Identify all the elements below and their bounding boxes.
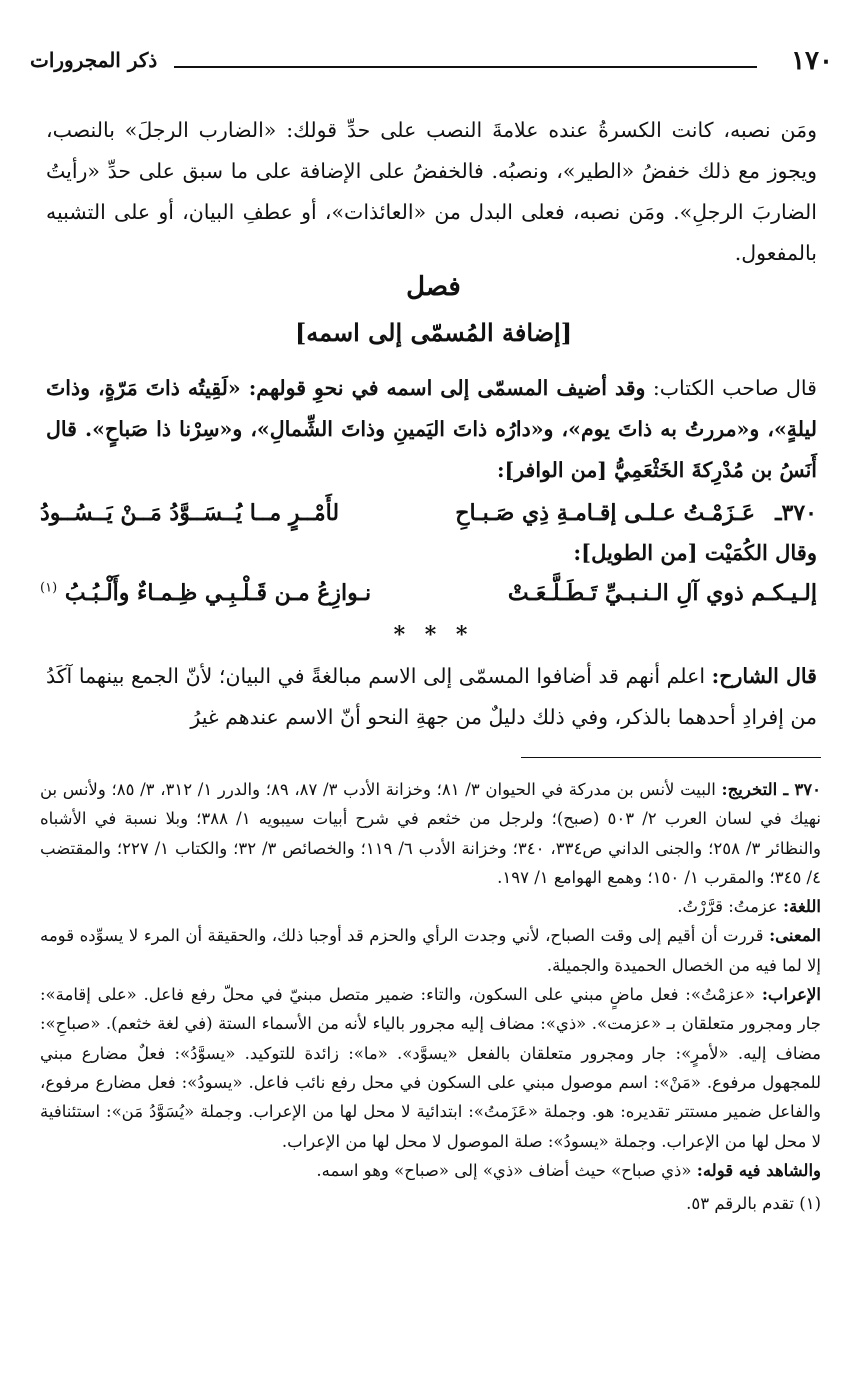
footnote-separator xyxy=(521,757,821,758)
section-heading: فصل xyxy=(406,272,461,302)
paragraph-2 xyxy=(46,368,817,491)
note-shahid-text: «ذي صباح» حيث أضاف «ذي» إلى «صباح» وهو اسمه. xyxy=(316,1160,692,1180)
footnote-marker: (١) xyxy=(40,580,58,596)
author-label: قال صاحب الكتاب: xyxy=(652,376,817,400)
note-irab-label: الإعراب: xyxy=(761,985,821,1005)
section-subheading: [إضافة المُسمّى إلى اسمه] xyxy=(294,318,573,347)
commentator-label: قال الشارح: xyxy=(711,664,817,688)
note-maana-text: قررت أن أقيم إلى وقت الصباح، لأني وجدت الرأي والحزم قد أوجبا ذلك، والحقيقة أن المرء لا يسوِّده قومه إلا لما فيه من الخصال الحميدة والجميلة. xyxy=(40,926,821,975)
note-irab xyxy=(40,980,821,1156)
verse-hemistich-2 xyxy=(40,580,371,606)
verse-kumayt xyxy=(40,580,817,620)
verse-hemistich-1: إلـيـكـم ذوي آلِ الـنـبـيِّ تَـطَـلَّـعَـتْ xyxy=(507,580,817,606)
verse-hemistich-1: عَـزَمْـتُ عـلـى إقـامـةِ ذِي صَـبـاحِ xyxy=(455,500,755,526)
paragraph-3 xyxy=(46,656,817,738)
note-takhrij xyxy=(40,775,821,892)
commentator-text: اعلم أنهم قد أضافوا المسمّى إلى الاسم مبالغةً في البيان؛ لأنّ الجمع بينهما آكَدُ من إفرادِ أحدهما بالذكر، وفي ذلك دليلٌ من جهةِ النحو أنّ الاسم عندهم غيرُ xyxy=(46,664,817,729)
paragraph-1: ومَن نصبه، كانت الكسرةُ عنده علامةَ النصب على حدِّ قولك: «الضارب الرجلَ» بالنصب، ويجوز مع ذلك خفضُ «الطير»، ونصبُه. فالخفضُ على الإضافة على ما سبق على حدِّ «رأيتُ الضاربَ الرجلِ». ومَن نصبه، فعلى البدل من «العائذات»، أو عطفِ البيان، أو على التشبيه بالمفعول. xyxy=(46,118,817,265)
header-rule xyxy=(174,66,757,68)
note-irab-text: «عزمْتُ»: فعل ماضٍ مبني على السكون، والتاء: ضمير متصل مبنيّ في محلّ رفع فاعل. «على إقامة»: جار ومجرور متعلقان بـ «عزمت». «ذي»: مضاف إليه مجرور بالياء لأنه من الأسماء الستة (في لغة خثعم). «صباحِ»: مضاف إليه. «لأمرٍ»: جار ومجرور متعلقان بالفعل «يسوَّد». «ما»: زائدة للتوكيد. «يسوَّدُ»: فعلٌ مضارع مبني للمجهول مرفوع. «مَنْ»: اسم موصول مبني على السكون في محل رفع نائب فاعل. «يسودُ»: فعل مضارع مرفوع، والفاعل ضمير مستتر تقديره: هو. وجملة «عَزَمتُ»: ابتدائية لا محل لها من الإعراب. وجملة «يُسَوَّدُ مَن»: استئنافية لا محل لها من الإعراب. وجملة «يسودُ»: صلة الموصول لا محل لها من الإعراب. xyxy=(40,985,821,1151)
page-header xyxy=(24,42,841,82)
note-lugha-label: اللغة: xyxy=(783,897,821,917)
verse-hemistich-2: لأَمْــرٍ مــا يُــسَــوَّدُ مَــنْ يَــسُــودُ xyxy=(40,500,340,526)
note-takhrij-label: ٣٧٠ ـ التخريج: xyxy=(721,780,821,799)
footnote-1: (١) تقدم بالرقم ٥٣. xyxy=(686,1194,821,1214)
author-text: وقد أضيف المسمّى إلى اسمه في نحوِ قولهم: «لَقِيتُه ذاتَ مَرّةٍ، وذاتَ ليلةٍ»، و«مررتُ به ذاتَ يوم»، و«دارُه ذاتَ اليَمينِ وذاتَ الشِّمالِ»، و«سِرْنا ذا صَباحٍ». قال أَنَسُ بن مُدْرِكةَ الخَثْعَمِيُّ [من الوافر]: xyxy=(46,376,817,482)
note-lugha-text: عزمتُ: قرَّرْتُ. xyxy=(677,897,778,917)
note-takhrij-text: البيت لأنس بن مدركة في الحيوان ٣/ ٨١؛ وخزانة الأدب ٣/ ٨٧، ٨٩؛ والدرر ١/ ٣١٢، ٣/ ٨٥؛ ولأنس بن نهيك في لسان العرب ٢/ ٥٠٣ (صبح)؛ ولرجل من خثعم في شرح أبيات سيبويه ١/ ٣٨٨؛ وبلا نسبة في الأشباه والنظائر ٣/ ٢٥٨؛ والجنى الداني ص٣٣٤، ٣٤٠؛ وخزانة الأدب ٦/ ١١٩؛ والخصائص ٣/ ٣٢؛ والكتاب ١/ ٢٢٧؛ والمقتضب ٤/ ٣٤٥؛ والمقرب ١/ ١٥٠؛ وهمع الهوامع ١/ ١٩٧. xyxy=(40,780,822,887)
page-number: ١٧٠ xyxy=(791,46,833,76)
verse-number: ٣٧٠ـ xyxy=(775,500,817,526)
running-title: ذكر المجرورات xyxy=(30,48,158,72)
verse-2-intro: وقال الكُمَيْت [من الطويل]: xyxy=(573,540,817,565)
note-shahid-label: والشاهد فيه قوله: xyxy=(696,1160,821,1180)
verse-hemistich-2-text: نـوازِعُ مـن قَـلْـبِـي ظِـمـاءٌ وأَلْـبُـبُ xyxy=(64,580,372,606)
note-maana xyxy=(40,921,821,980)
section-stars: * * * xyxy=(393,622,474,648)
note-maana-label: المعنى: xyxy=(769,926,822,946)
footnotes xyxy=(40,775,821,1218)
note-shahid xyxy=(40,1156,821,1185)
verse-370 xyxy=(40,500,817,540)
note-lugha xyxy=(40,892,821,921)
